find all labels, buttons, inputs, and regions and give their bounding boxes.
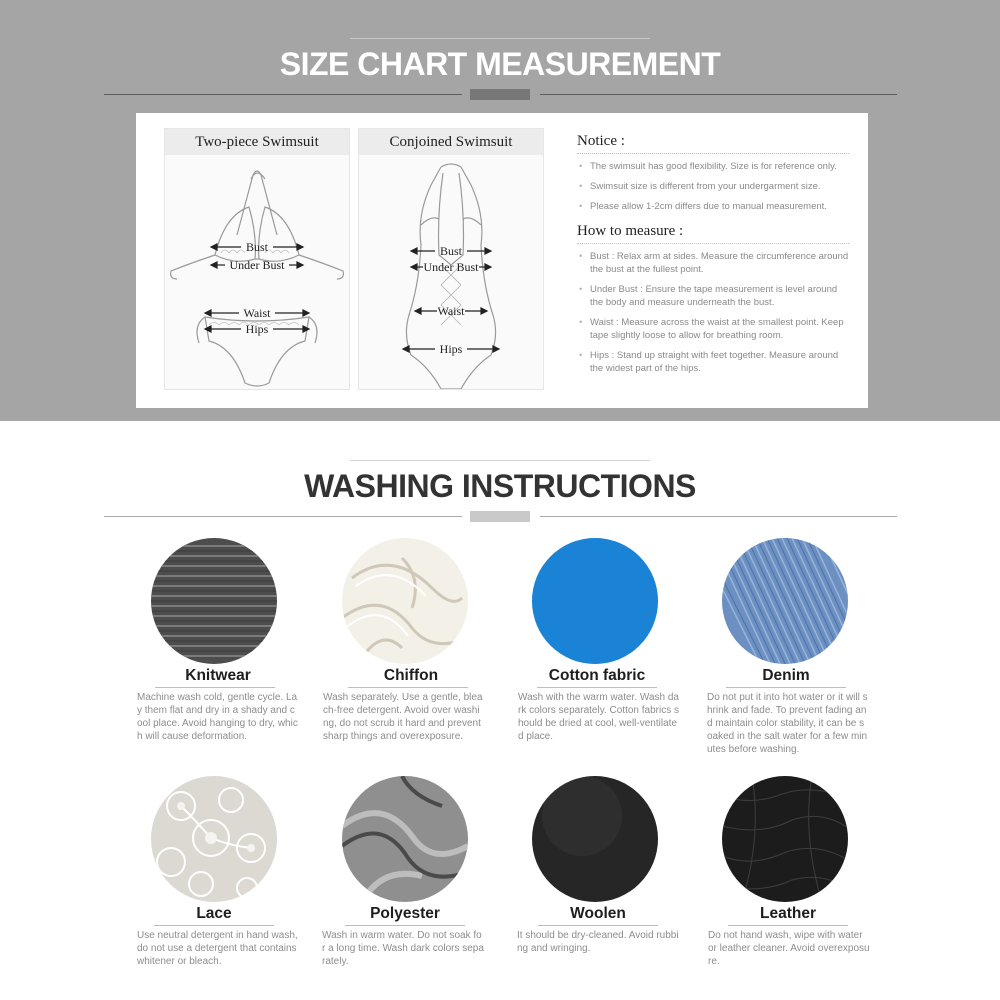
washing-title: WASHING INSTRUCTIONS — [304, 468, 696, 504]
conjoined-title: Conjoined Swimsuit — [359, 129, 543, 155]
how-to-item: • Waist : Measure across the waist at the smallest point. Keep tape slightly loose to allow for breathing room. — [577, 316, 849, 342]
how-to-item: • Under Bust : Ensure the tape measurement is level around the body and measure underneath the bust. — [577, 283, 849, 309]
leather-desc: Do not hand wash, wipe with water or leather cleaner. Avoid overexposure. — [708, 930, 870, 967]
knitwear-name: Knitwear — [185, 667, 251, 684]
woolen-underline — [538, 925, 658, 926]
two-piece-title: Two-piece Swimsuit — [165, 129, 349, 155]
washing-rule-left — [104, 516, 462, 517]
chiffon-name: Chiffon — [383, 667, 439, 684]
notice-item: • Please allow 1-2cm differs due to manual measurement. — [577, 200, 849, 213]
lace-desc: Use neutral detergent in hand wash, do not use a detergent that contains whitener or bleach. — [137, 930, 298, 967]
conjoined-waist-label: Waist — [437, 304, 465, 318]
notice-column — [577, 133, 849, 382]
chiffon-underline — [348, 687, 468, 688]
conjoined-bust-label: Bust — [439, 244, 463, 258]
title-top-stripe — [350, 38, 650, 39]
leather-swatch-icon — [722, 776, 848, 902]
size-chart-section — [0, 0, 1000, 421]
polyester-swatch-icon — [342, 776, 468, 902]
how-to-item: • Hips : Stand up straight with feet together. Measure around the widest part of the hips. — [577, 349, 849, 375]
conjoined-under-bust-label: Under Bust — [423, 260, 479, 274]
cotton-underline — [537, 687, 657, 688]
notice-item: • The swimsuit has good flexibility. Size is for reference only. — [577, 160, 849, 173]
denim-underline — [726, 687, 846, 688]
two-piece-bust-label: Bust — [245, 240, 269, 254]
chiffon-desc: Wash separately. Use a gentle, bleach-free detergent. Avoid over washing, do not scrub it hard and prevent sharp things and overexposure. — [323, 692, 483, 742]
washing-top-stripe — [350, 460, 650, 461]
size-chart-title: SIZE CHART MEASUREMENT — [279, 46, 721, 82]
knitwear-swatch-icon — [151, 538, 277, 664]
title-rule-left — [104, 94, 462, 95]
two-piece-under-bust-label: Under Bust — [229, 258, 285, 272]
knitwear-desc: Machine wash cold, gentle cycle. Lay them flat and dry in a shady and cool place. Avoid hanging to dry, which will cause deformation. — [137, 692, 298, 742]
notice-item: • Swimsuit size is different from your undergarment size. — [577, 180, 849, 193]
cotton-swatch-icon — [532, 538, 658, 664]
conjoined-hips-label: Hips — [439, 342, 463, 356]
two-piece-diagram — [165, 155, 349, 389]
lace-swatch-icon — [151, 776, 277, 902]
washing-rule-right — [540, 516, 897, 517]
title-rule-accent — [470, 89, 530, 100]
washing-rule-accent — [470, 511, 530, 522]
chiffon-swatch-icon — [342, 538, 468, 664]
lace-name: Lace — [196, 905, 232, 922]
leather-name: Leather — [760, 905, 816, 922]
two-piece-waist-label: Waist — [243, 306, 271, 320]
woolen-name: Woolen — [570, 905, 626, 922]
knitwear-underline — [155, 687, 275, 688]
title-rule-right — [540, 94, 897, 95]
how-to-measure-heading: How to measure : — [577, 223, 849, 244]
size-chart-card — [136, 113, 868, 408]
conjoined-panel — [358, 128, 544, 390]
notice-heading: Notice : — [577, 133, 849, 154]
denim-name: Denim — [762, 667, 810, 684]
polyester-name: Polyester — [370, 905, 440, 922]
cotton-name: Cotton fabric — [548, 667, 646, 684]
lace-underline — [154, 925, 274, 926]
polyester-underline — [345, 925, 465, 926]
cotton-desc: Wash with the warm water. Wash dark colors separately. Cotton fabrics should be dried at cool, well-ventilated place. — [518, 692, 679, 742]
leather-underline — [728, 925, 848, 926]
denim-desc: Do not put it into hot water or it will shrink and fade. To prevent fading and maintain color stability, it can be soaked in the salt water for a few minutes before washing. — [707, 692, 868, 755]
polyester-desc: Wash in warm water. Do not soak for a long time. Wash dark colors separately. — [322, 930, 484, 967]
two-piece-panel — [164, 128, 350, 390]
woolen-desc: It should be dry-cleaned. Avoid rubbing and wringing. — [517, 930, 679, 954]
how-to-item: • Bust : Relax arm at sides. Measure the circumference around the bust at the fullest point. — [577, 250, 849, 276]
woolen-swatch-icon — [532, 776, 658, 902]
conjoined-diagram — [359, 155, 543, 389]
denim-swatch-icon — [722, 538, 848, 664]
two-piece-hips-label: Hips — [245, 322, 269, 336]
